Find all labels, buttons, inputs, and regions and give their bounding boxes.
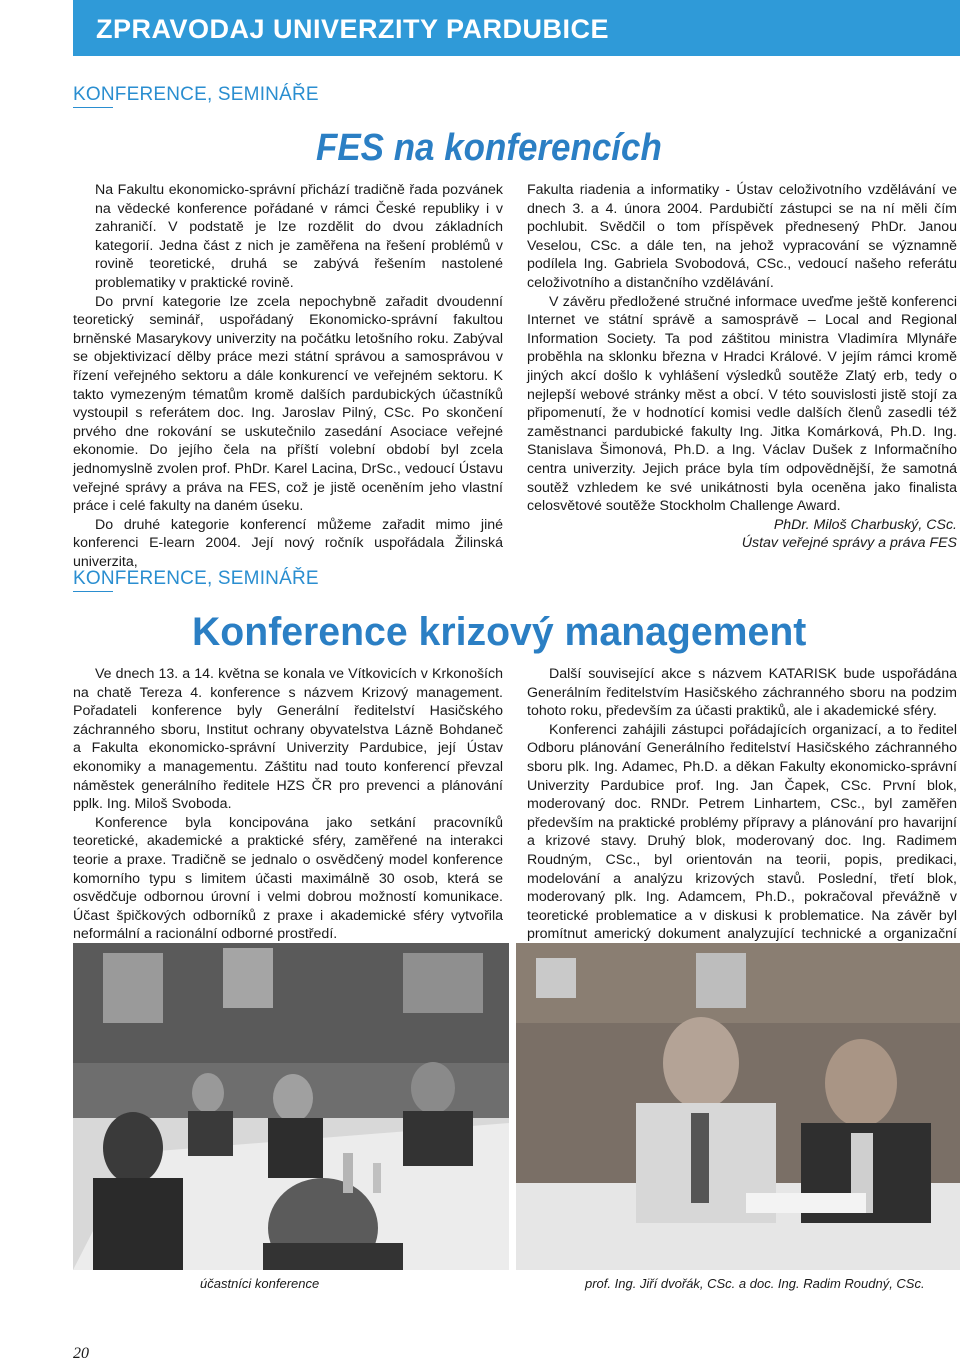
article-1-headline: FES na konferencích [316, 127, 662, 169]
article-1-paragraph-4: V závěru předložené stručné informace uveďme ještě konferenci Internet ve státní správě a samosprávě – Local and Regional Information Society. Ta pod záštitou ministra Vladimíra Mlynáře proběhla na sklonku března v Hradci Králové. V jejím rámci kromě jiných akcí došlo k vyhlášení výsledků soutěže Zlatý erb, tedy o nejlepší webové stránky měst a obcí. V této souvislosti jistě stojí za připomenutí, že v hodnotící komisi vedle dalších členů zasedli též zaměstnanci pardubické fakulty Ing. Jitka Komárková, Ph.D. Ing. Stanislava Šimonová, Ph.D. a Ing. Václav Dušek z Informačního centra univerzity. Jejich práce byla tím odpovědnější, že samotná soutěž vzhledem ke své unikátnosti byla oceněna jako finalista celosvětové soutěže Stockholm Challenge Award. [527, 293, 957, 515]
article-1-author: PhDr. Miloš Charbuský, CSc. [773, 516, 957, 533]
article-1-paragraph-3-start: Do druhé kategorie konferencí můžeme zařadit mimo jiné konferenci E-learn 2004. Její nový ročník uspořádala Žilinská univerzita, [73, 516, 503, 570]
section-underline-2 [73, 591, 113, 592]
section-tag-1: KONFERENCE, SEMINÁŘE [73, 84, 319, 105]
section-underline-1 [73, 107, 113, 108]
article-2-paragraph-2: Konference byla koncipována jako setkání pracovníků teoretické, akademické a praktické sféry, zaměřené na interakci teorie a praxe. Tradičně se jednalo o osvědčený model konference komorního typu s limitem účasti maximálně 30 osob, která se osvědčuje odbornou úrovní i velmi dobrou možností komunikace. Účast špičkových odborníků z praxe i akademické sféry vytvořila neformální a racionální odborné prostředí. [73, 814, 503, 943]
article-2-column-left [73, 665, 503, 944]
article-2-paragraph-1: Ve dnech 13. a 14. května se konala ve Vítkovicích v Krkonoších na chatě Tereza 4. konference s názvem Krizový management. Pořadateli konference byly Generální ředitelství Hasičského záchranného sboru, Institut ochrany obyvatelstva Lázně Bohdaneč a Fakulta ekonomicko-správní Univerzity Pardubice, její Ústav ekonomiky a managementu. Záštitu nad touto konferencí převzal náměstek generálního ředitele HZS ČR pro prevenci a plánování pplk. Ing. Miloš Svoboda. [73, 666, 503, 813]
article-1-column-right [527, 181, 957, 553]
article-2-paragraph-3: Další související akce s názvem KATARISK bude uspořádána Generálním ředitelstvím Hasičského záchranného sboru na podzim tohoto roku, především za účasti praktiků, ale i akademické sféry. [527, 666, 957, 720]
section-tag-2: KONFERENCE, SEMINÁŘE [73, 568, 319, 589]
article-1-paragraph: Na Fakultu ekonomicko-správní přichází tradičně řada pozvánek na vědecké konference pořádané v rámci České republiky i v zahraničí. V podstatě je lze rozdělit do dvou základních kategorií. Jedna část z nich je zaměřena na řešení problémů v rovině teoretické, druhá se zabývá řešením nastolené problematiky v praktické rovině. [95, 182, 503, 291]
article-1-paragraph [73, 293, 503, 516]
page-number: 20 [73, 1345, 89, 1362]
masthead-title: ZPRAVODAJ UNIVERZITY PARDUBICE [96, 14, 610, 44]
article-1-affiliation: Ústav veřejné správy a práva FES [741, 535, 957, 552]
article-2-headline: Konference krizový management [192, 610, 807, 654]
speakers-photo [516, 943, 960, 1270]
article-2-paragraph-4: Konferenci zahájili zástupci pořádajících organizací, a to ředitel Odboru plánování Generálního ředitelství Hasičského záchranného sboru plk. Ing. Adamec, Ph.D. a děkan Fakulty ekonomicko-správní Univerzity Pardubice prof. Ing. Jan Čapek, CSc. První blok, moderovaný doc. RNDr. Petrem Linhartem, CSc., byl zaměřen především na praktické problémy přípravy a plánování pro havarijní a krizové stavy. Druhý blok, moderovaný doc. Ing. Radimem Roudným, CSc., byl orientován na teorii, popis, predikaci, modelování a analýzu krizových stavů. Poslední, třetí blok, moderovaný plk. Ing. Adamcem, Ph.D., pokračoval převážně v teoretické problematice a v diskusi k problematice. Na závěr byl promítnut americký dokument analyzující technické a organizační [527, 721, 957, 943]
article-1-column-left [73, 181, 503, 571]
article-1-paragraph-2: Do první kategorie lze zcela nepochybně zařadit dvoudenní teoretický seminář, uspořádaný Ekonomicko-správní fakultou brněnské Masarykovy univerzity na počátku letošního roku. Zabýval se objektivizací dělby práce mezi státní správou a samosprávou v řízení veřejného sektoru a dále konkurencí ve veřejném sektoru. K takto vymezeným tématům kromě dalších pardubických účastníků vystoupil s referátem doc. Ing. Jaroslav Pilný, CSc. Po skončení prvého dne rokování se uskutečnilo zasedání Asociace veřejné ekonomie. Do jejího čela na příští volební období byl zcela jednomyslně zvolen prof. PhDr. Karel Lacina, DrSc., vedoucí Ústavu veřejné správy a práva na FES, což je jistě oceněním jeho vlastní práce i celé fakulty na daném úseku. [73, 293, 503, 515]
article-1-paragraph-3-cont: Fakulta riadenia a informatiky - Ústav celoživotního vzdělávání ve dnech 3. a 4. února 2004. Pardubičtí zástupci se na ní měli čím pochlubit. Svědčil o tom příspěvek přednesený PhDr. Janou Veselou, CSc. a dále ten, na jehož vypracování se významně podílela Ing. Gabriela Svobodová, CSc., vedoucí našeho referátu celoživotního a distančního vzdělávání. [527, 182, 957, 291]
article-2-column-right [527, 665, 957, 963]
photo-caption-1: účastníci konference [200, 1276, 320, 1291]
participants-photo [73, 943, 509, 1270]
photo-caption-2: prof. Ing. Jiří dvořák, CSc. a doc. Ing. Radim Roudný, CSc. [585, 1276, 925, 1291]
